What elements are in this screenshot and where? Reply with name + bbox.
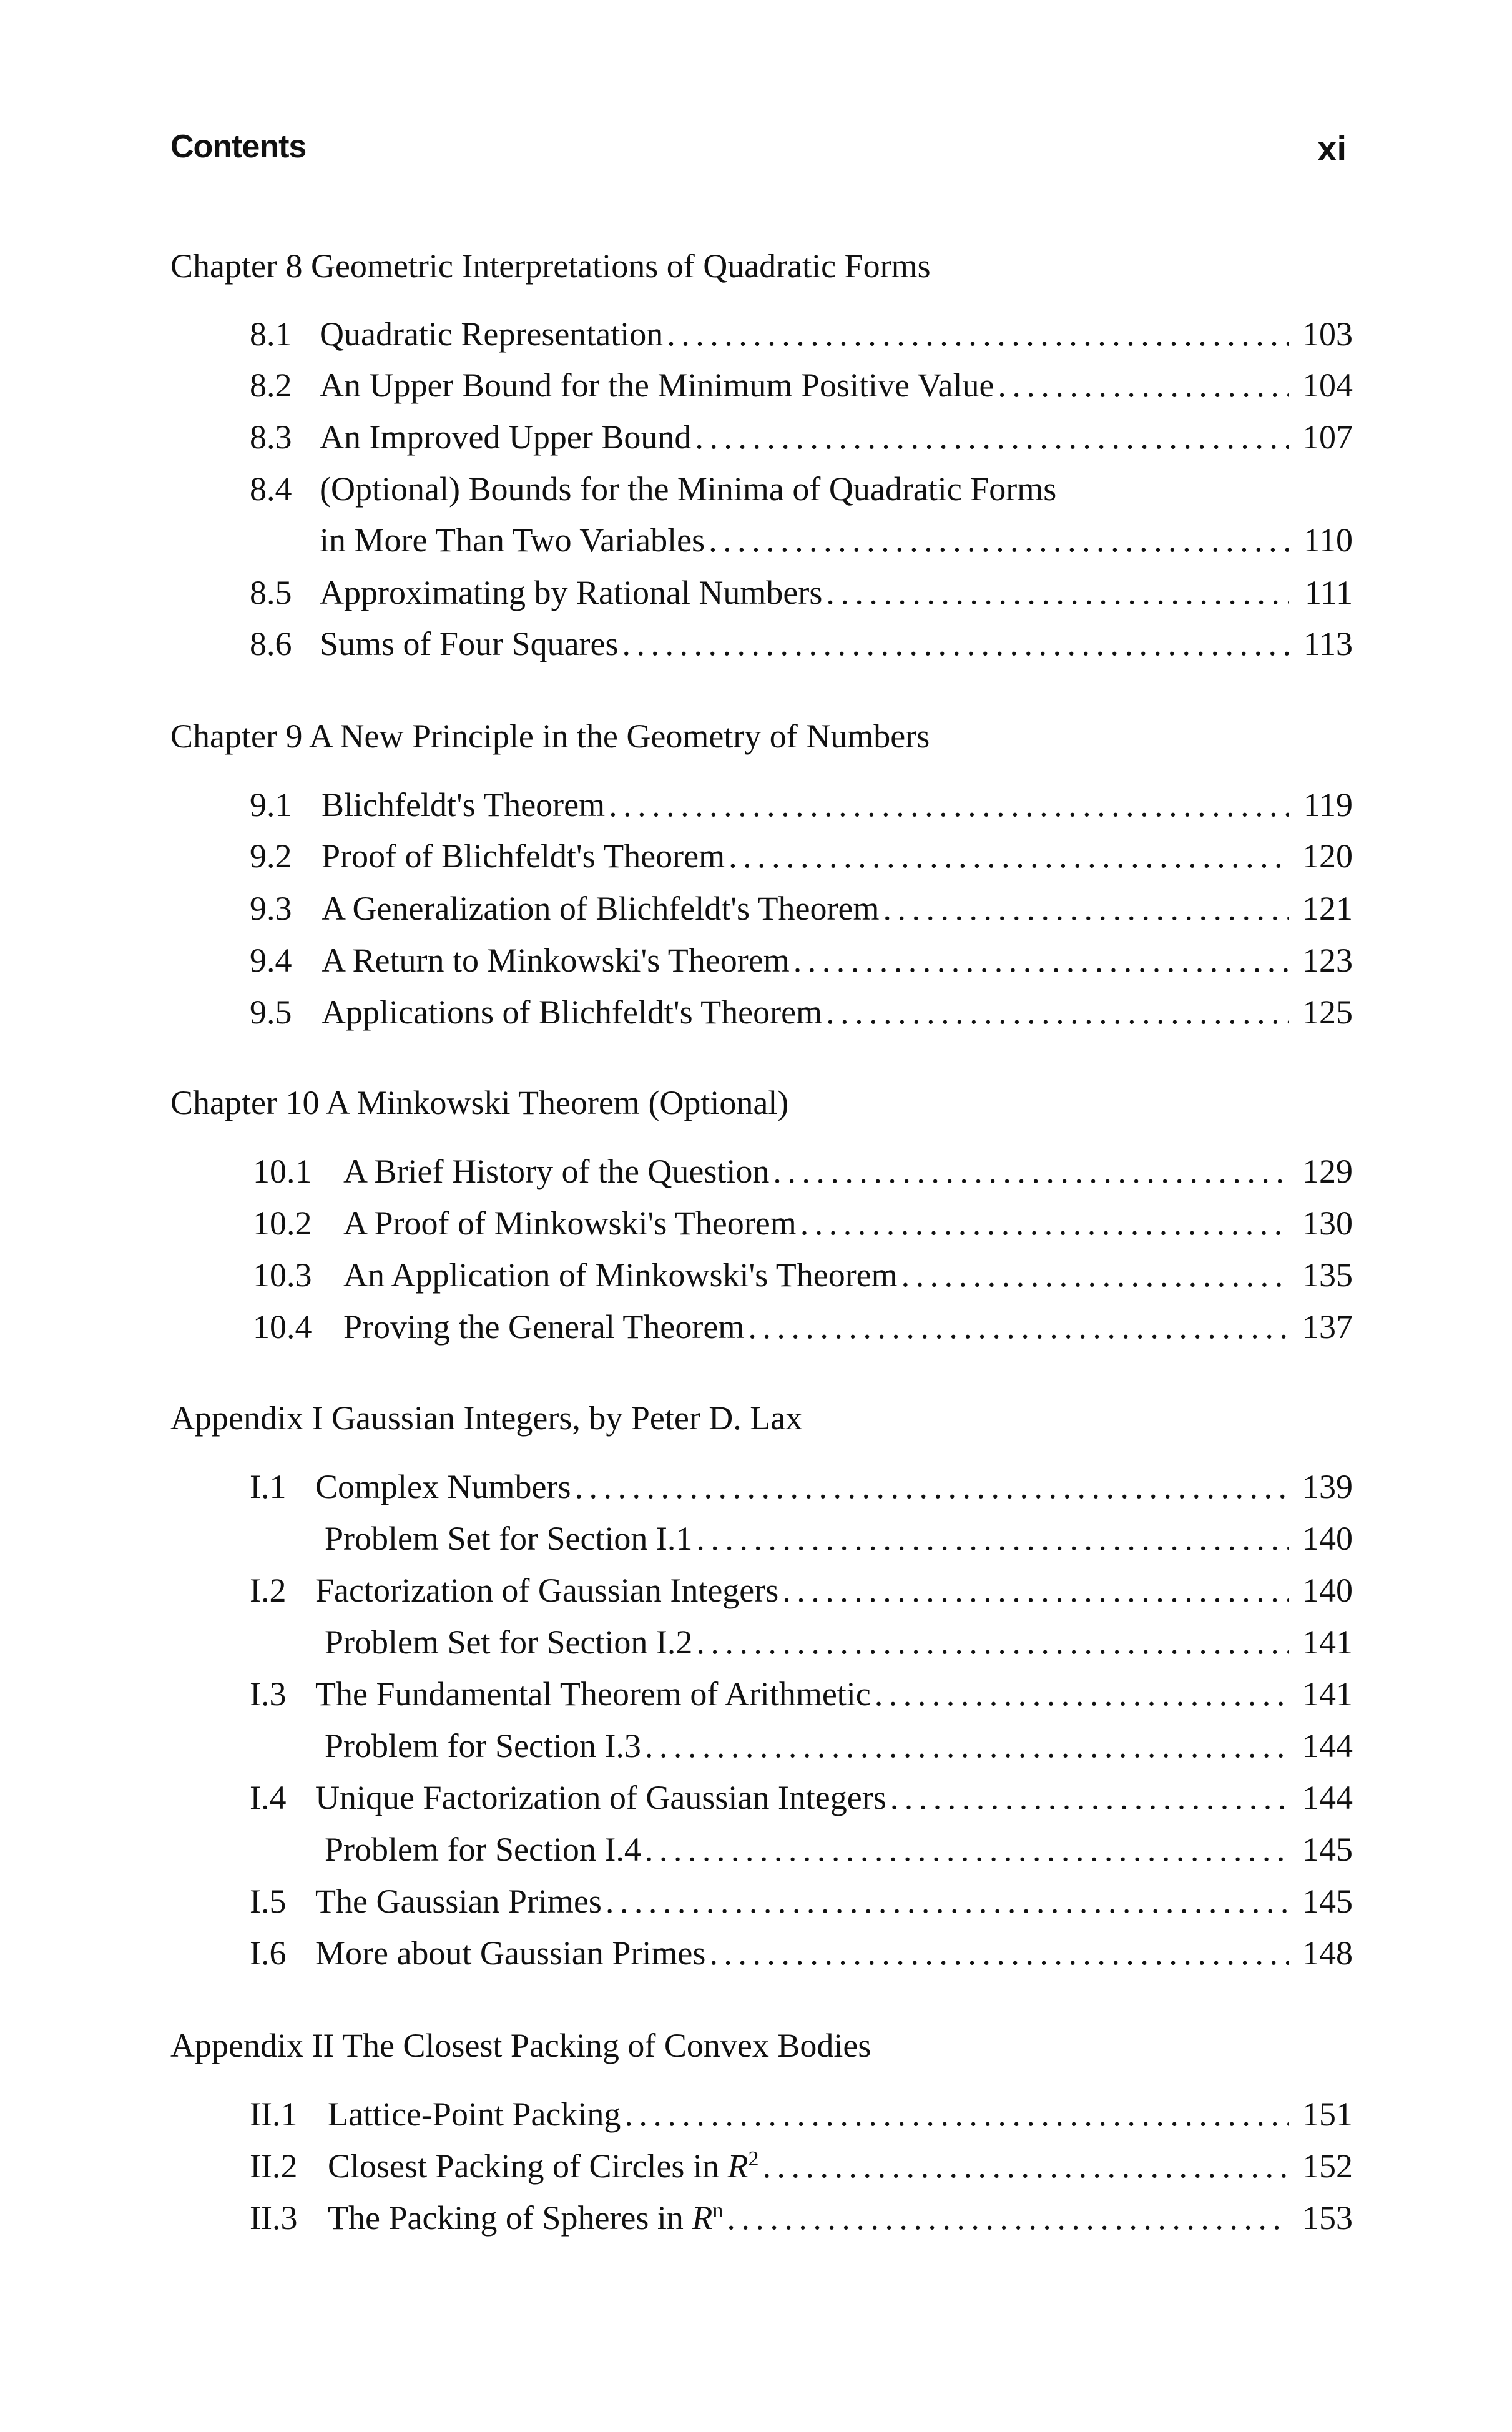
section-page: 110 [1303,521,1353,559]
dot-leader [875,1675,1289,1713]
dot-leader [800,1204,1289,1243]
dot-leader [762,2147,1289,2185]
chapter-8-heading: Chapter 8 Geometric Interpretations of Quadratic Forms [170,247,931,285]
dot-leader [609,785,1289,824]
dot-leader [998,366,1289,405]
dot-leader [826,573,1289,612]
toc-entry-continuation[interactable] [0,521,1353,562]
section-title: Problem Set for Section I.1 [325,1520,693,1557]
appendix-i-heading: Appendix I Gaussian Integers, by Peter D. Lax [170,1399,803,1437]
section-number: I.3 [250,1675,287,1713]
section-page: 141 [1302,1675,1353,1713]
section-page: 104 [1302,367,1353,404]
section-number: 9.3 [250,890,292,927]
toc-entry[interactable] [0,2147,1353,2188]
section-title: The Packing of Spheres in $R^n$ [328,2199,724,2237]
running-head: Contents [170,129,307,165]
section-title: A Proof of Minkowski's Theorem [343,1204,797,1242]
chapter-10-heading: Chapter 10 A Minkowski Theorem (Optional) [170,1084,789,1121]
section-page: 153 [1302,2199,1353,2237]
section-title: Problem for Section I.3 [325,1727,641,1765]
section-title: A Return to Minkowski's Theorem [322,942,790,979]
section-number: 9.4 [250,942,292,979]
section-number: II.2 [250,2147,298,2185]
dot-leader [606,1882,1289,1921]
section-title: Quadratic Representation [320,315,664,353]
toc-entry[interactable] [0,366,1353,407]
section-page: 139 [1302,1468,1353,1505]
toc-entry[interactable] [0,1882,1353,1923]
toc-entry[interactable] [0,941,1353,982]
toc-entry[interactable] [0,1256,1353,1297]
toc-entry[interactable] [0,1204,1353,1245]
section-page: 137 [1302,1308,1353,1346]
toc-entry-problem-set[interactable] [0,1623,1353,1664]
section-page: 145 [1302,1831,1353,1868]
section-page: 151 [1302,2095,1353,2133]
section-page: 140 [1302,1572,1353,1609]
toc-entry[interactable] [0,1571,1353,1612]
section-number: I.2 [250,1572,287,1609]
section-number: 10.1 [253,1153,312,1190]
toc-entry[interactable] [0,1934,1353,1975]
section-page: 111 [1305,574,1353,611]
math-symbol: R [727,2147,749,2185]
toc-entry[interactable] [0,837,1353,878]
dot-leader [826,993,1289,1031]
section-title: Unique Factorization of Gaussian Integers [315,1779,886,1816]
section-number: 9.5 [250,993,292,1031]
math-symbol: R [692,2199,713,2237]
section-title: A Generalization of Blichfeldt's Theorem [322,890,880,927]
section-title: Factorization of Gaussian Integers [315,1572,779,1609]
section-title: More about Gaussian Primes [315,1934,706,1972]
section-number: 10.4 [253,1308,312,1346]
dot-leader [793,941,1289,980]
toc-entry[interactable] [0,785,1353,827]
section-page: 145 [1302,1883,1353,1920]
dot-leader [667,315,1289,353]
section-title: Closest Packing of Circles in $R^2$ [328,2147,759,2185]
dot-leader [890,1778,1289,1817]
section-number: II.3 [250,2199,298,2237]
dot-leader [695,418,1289,456]
toc-entry[interactable] [0,470,1353,511]
section-number: II.1 [250,2095,298,2133]
section-title: (Optional) Bounds for the Minima of Quadratic Forms [320,470,1057,508]
section-page: 103 [1302,315,1353,353]
dot-leader [901,1256,1289,1294]
toc-entry[interactable] [0,993,1353,1034]
section-number: 8.1 [250,315,292,353]
dot-leader [709,1934,1289,1972]
section-page: 119 [1303,786,1353,824]
chapter-9-heading: Chapter 9 A New Principle in the Geometry of Numbers [170,717,930,755]
toc-entry[interactable] [0,2198,1353,2240]
section-title-continuation: in More Than Two Variables [320,521,705,559]
section-number: 10.3 [253,1256,312,1294]
toc-entry-problem-set[interactable] [0,1726,1353,1768]
dot-leader [727,2198,1289,2237]
section-title: An Upper Bound for the Minimum Positive Value [320,367,994,404]
section-title: Sums of Four Squares [320,625,619,662]
section-page: 148 [1302,1934,1353,1972]
toc-entry[interactable] [0,889,1353,930]
toc-entry[interactable] [0,1307,1353,1349]
dot-leader [645,1726,1289,1765]
page-header [170,128,1347,172]
section-number: 8.2 [250,367,292,404]
section-number: 9.1 [250,786,292,824]
section-title: The Fundamental Theorem of Arithmetic [315,1675,871,1713]
toc-entry[interactable] [0,418,1353,459]
dot-leader [624,2095,1289,2134]
section-number: I.1 [250,1468,287,1505]
section-title: Blichfeldt's Theorem [322,786,606,824]
toc-entry[interactable] [0,624,1353,666]
dot-leader [782,1571,1289,1610]
section-title: An Improved Upper Bound [320,418,692,456]
dot-leader [622,624,1289,663]
dot-leader [709,521,1289,559]
section-page: 144 [1302,1727,1353,1765]
section-page: 140 [1302,1520,1353,1557]
section-title: Problem for Section I.4 [325,1831,641,1868]
section-title: The Gaussian Primes [315,1883,602,1920]
toc-entry-problem-set[interactable] [0,1519,1353,1560]
section-page: 152 [1302,2147,1353,2185]
section-title: Proving the General Theorem [343,1308,745,1346]
section-number: 8.5 [250,574,292,611]
section-page: 120 [1302,837,1353,875]
toc-entry[interactable] [0,1152,1353,1193]
dot-leader [574,1467,1289,1506]
math-superscript: n [712,2199,724,2222]
math-superscript: 2 [748,2147,759,2170]
section-page: 123 [1302,942,1353,979]
section-title: Problem Set for Section I.2 [325,1623,693,1661]
section-page: 107 [1302,418,1353,456]
dot-leader [645,1830,1289,1869]
section-title: Proof of Blichfeldt's Theorem [322,837,725,875]
section-number: 8.3 [250,418,292,456]
toc-entry[interactable] [0,2095,1353,2136]
section-number: 9.2 [250,837,292,875]
toc-entry[interactable] [0,573,1353,614]
toc-entry[interactable] [0,315,1353,356]
section-page: 125 [1302,993,1353,1031]
section-number: I.4 [250,1779,287,1816]
section-page: 121 [1302,890,1353,927]
dot-leader [696,1519,1289,1558]
toc-entry[interactable] [0,1675,1353,1716]
dot-leader [773,1152,1289,1191]
section-number: 8.6 [250,625,292,662]
section-title: Complex Numbers [315,1468,571,1505]
appendix-ii-heading: Appendix II The Closest Packing of Convex Bodies [170,2027,871,2064]
section-title: A Brief History of the Question [343,1153,770,1190]
dot-leader [883,889,1289,928]
dot-leader [696,1623,1289,1662]
section-page: 135 [1302,1256,1353,1294]
section-page: 130 [1302,1204,1353,1242]
section-title: Applications of Blichfeldt's Theorem [322,993,823,1031]
dot-leader [729,837,1289,875]
section-title: An Application of Minkowski's Theorem [343,1256,898,1294]
toc-entry[interactable] [0,1467,1353,1509]
section-number: I.6 [250,1934,287,1972]
section-title: Lattice-Point Packing [328,2095,621,2133]
section-page: 113 [1303,625,1353,662]
section-number: 10.2 [253,1204,312,1242]
section-number: I.5 [250,1883,287,1920]
dot-leader [748,1307,1289,1346]
toc-entry-problem-set[interactable] [0,1830,1353,1871]
section-title: Approximating by Rational Numbers [320,574,823,611]
section-number: 8.4 [250,470,292,508]
toc-entry[interactable] [0,1778,1353,1819]
section-page: 144 [1302,1779,1353,1816]
section-page: 129 [1302,1153,1353,1190]
page-number: xi [1317,129,1347,168]
section-page: 141 [1302,1623,1353,1661]
